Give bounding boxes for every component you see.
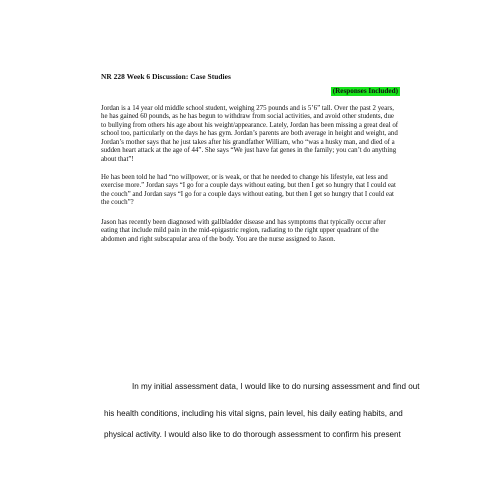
- response-line-2: his health conditions, including his vital signs, pain level, his daily eating habits, and: [104, 409, 403, 418]
- responses-included-badge: (Responses Included): [332, 87, 398, 95]
- case-paragraph-3: Jason has recently been diagnosed with gallbladder disease and has symptoms that typically occur after eating that include mild pain in the mid-epigastric region, radiating to the right upper quadrant of the abdomen and right subscapular area of the body. You are the nurse assigned to Jason.: [101, 219, 386, 243]
- response-line-1: In my initial assessment data, I would like to do nursing assessment and find out: [132, 382, 420, 391]
- case-paragraph-2: He has been told he had “no willpower, or is weak, or that he needed to change his lifestyle, eat less and exercise more.” Jordan says “I go for a couple days without eating, but then I get so hungry that I could eat the couch” and Jordan says “I go for a couple days without eating, but then I get so hungry that I could eat the couch”?: [101, 174, 396, 207]
- response-line-3: physical activity. I would also like to do thorough assessment to confirm his present: [104, 430, 401, 439]
- document-title: NR 228 Week 6 Discussion: Case Studies: [101, 72, 231, 81]
- case-paragraph-1: Jordan is a 14 year old middle school student, weighing 275 pounds and is 5’6” tall. Over the past 2 years, he has gained 60 pounds, as he has begun to withdraw from social activities, and avoid other students, due to bullying from others his age about his weight/appearance. Lately, Jordan has been missing a great deal of school too, particularly on the days he has gym. Jordan’s parents are both average in height and weight, and Jordan’s mother says that he just takes after his grandfather William, who “was a husky man, and died of a sudden heart attack at the age of 44”. She says “We just have fat genes in the family; you can’t do anything about that”!: [101, 105, 399, 163]
